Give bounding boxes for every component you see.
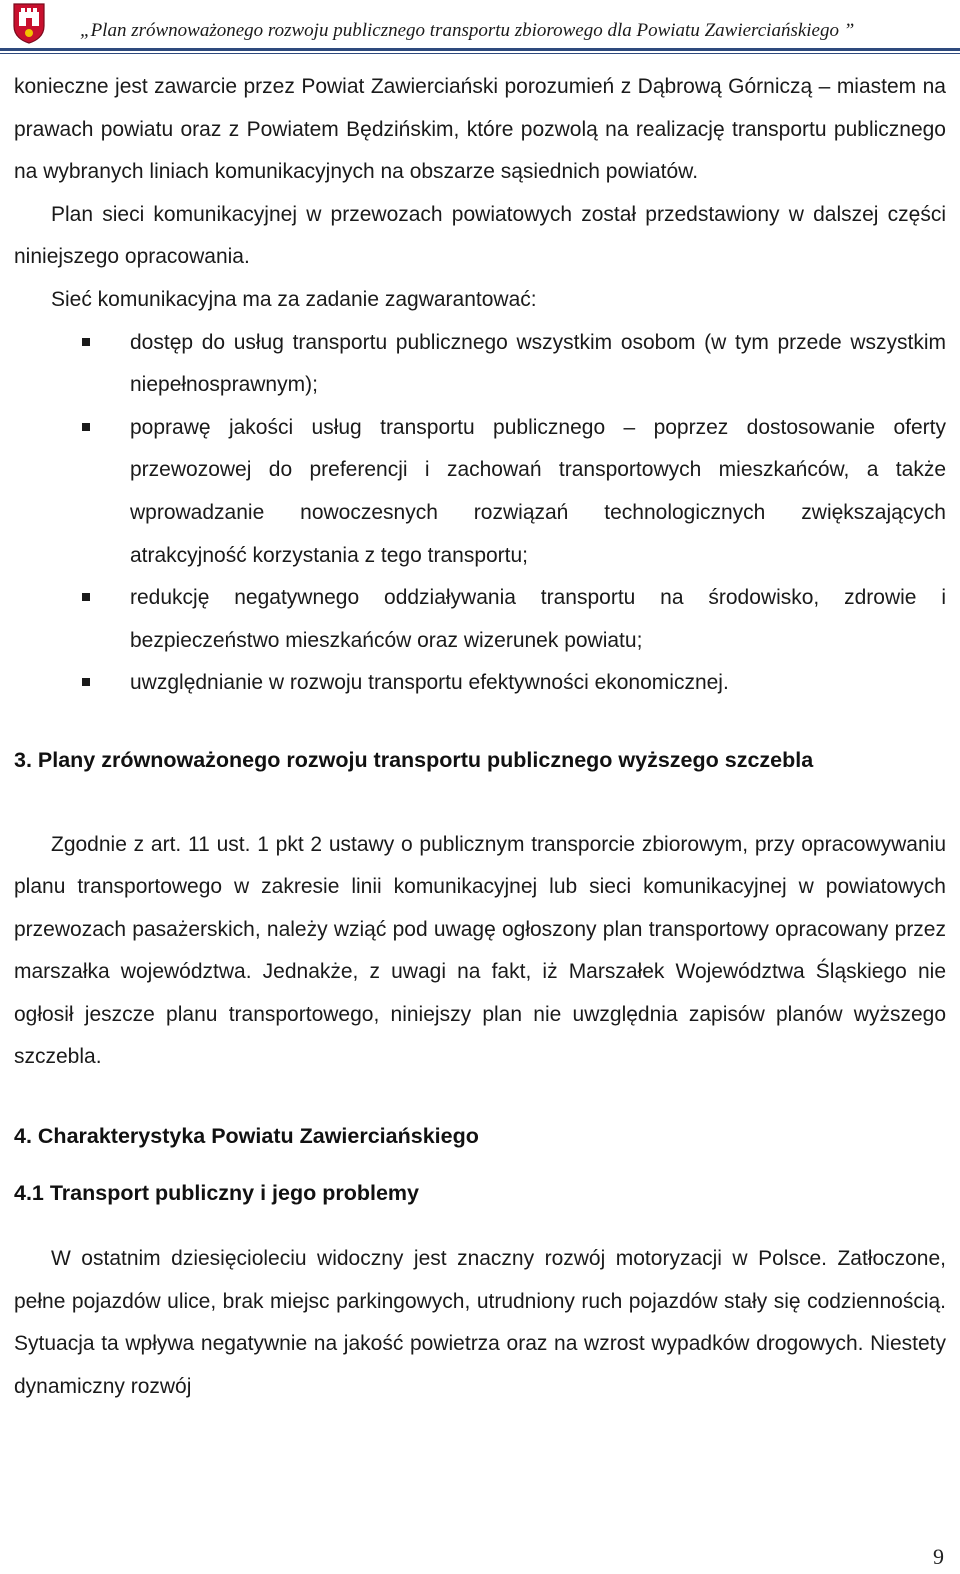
- list-item: [14, 407, 946, 577]
- list-item-text: poprawę jakości usług transportu publicznego – poprzez dostosowanie oferty przewozowej do preferencji i zachowań transportowych mieszkańców, a także wprowadzanie nowoczesnych rozwiązań technologicznych zwiększających atrakcyjność korzystania z tego transportu;: [130, 415, 946, 567]
- list-item-text: uwzględnianie w rozwoju transportu efektywności ekonomicznej.: [130, 671, 729, 695]
- list-item-text: redukcję negatywnego oddziaływania transportu na środowisko, zdrowie i bezpieczeństwo mieszkańców oraz wizerunek powiatu;: [130, 586, 946, 652]
- section-heading: 3. Plany zrównoważonego rozwoju transportu publicznego wyższego szczebla: [14, 747, 814, 772]
- paragraph: W ostatnim dziesięcioleciu widoczny jest znaczny rozwój motoryzacji w Polsce. Zatłoczone, pełne pojazdów ulice, brak miejsc parkingowych, utrudniony ruch pojazdów stały się codziennością. Sytuacja ta wpływa negatywnie na jakość powietrza oraz na wzrost wypadków drogowych. Niestety dynamiczny rozwój: [14, 1247, 946, 1399]
- square-bullet-icon: [82, 338, 90, 346]
- coat-of-arms-icon: [12, 2, 46, 44]
- bullet-list: [14, 322, 946, 705]
- page-number: 9: [933, 1544, 944, 1569]
- document-header-title: „Plan zrównoważonego rozwoju publicznego transportu zbiorowego dla Powiatu Zawierciańskiego ”: [80, 20, 855, 41]
- paragraph: Zgodnie z art. 11 ust. 1 pkt 2 ustawy o publicznym transporcie zbiorowym, przy opracowywaniu planu transportowego w zakresie linii komunikacyjnej lub sieci komunikacyjnej w powiatowych przewozach pasażerskich, należy wziąć pod uwagę ogłoszony plan transportowy opracowany przez marszałka województwa. Jednakże, z uwagi na fakt, iż Marszałek Województwa Śląskiego nie ogłosił jeszcze planu transportowego, niniejszy plan nie uwzględnia zapisów planów wyższego szczebla.: [14, 832, 946, 1069]
- square-bullet-icon: [82, 678, 90, 686]
- paragraph: konieczne jest zawarcie przez Powiat Zawierciański porozumień z Dąbrową Górniczą – miastem na prawach powiatu oraz z Powiatem Będzińskim, które pozwolą na realizację transportu publicznego na wybranych liniach komunikacyjnych na obszarze sąsiednich powiatów.: [14, 75, 946, 184]
- page-header: [0, 0, 960, 56]
- paragraph: Plan sieci komunikacyjnej w przewozach powiatowych został przedstawiony w dalszej części niniejszego opracowania.: [14, 202, 946, 269]
- list-item-text: dostęp do usług transportu publicznego wszystkim osobom (w tym przede wszystkim niepełnosprawnym);: [130, 330, 946, 397]
- paragraph: Sieć komunikacyjna ma za zadanie zagwarantować:: [51, 287, 537, 311]
- header-rule-thin: [0, 53, 960, 54]
- square-bullet-icon: [82, 423, 90, 431]
- section-heading: 4. Charakterystyka Powiatu Zawierciańskiego: [14, 1124, 479, 1149]
- list-item: [14, 322, 946, 407]
- list-item: [14, 577, 946, 662]
- subsection-heading: 4.1 Transport publiczny i jego problemy: [14, 1180, 419, 1205]
- header-rule: [0, 48, 960, 51]
- square-bullet-icon: [82, 593, 90, 601]
- document-body: [14, 66, 946, 1409]
- list-item: [14, 662, 946, 705]
